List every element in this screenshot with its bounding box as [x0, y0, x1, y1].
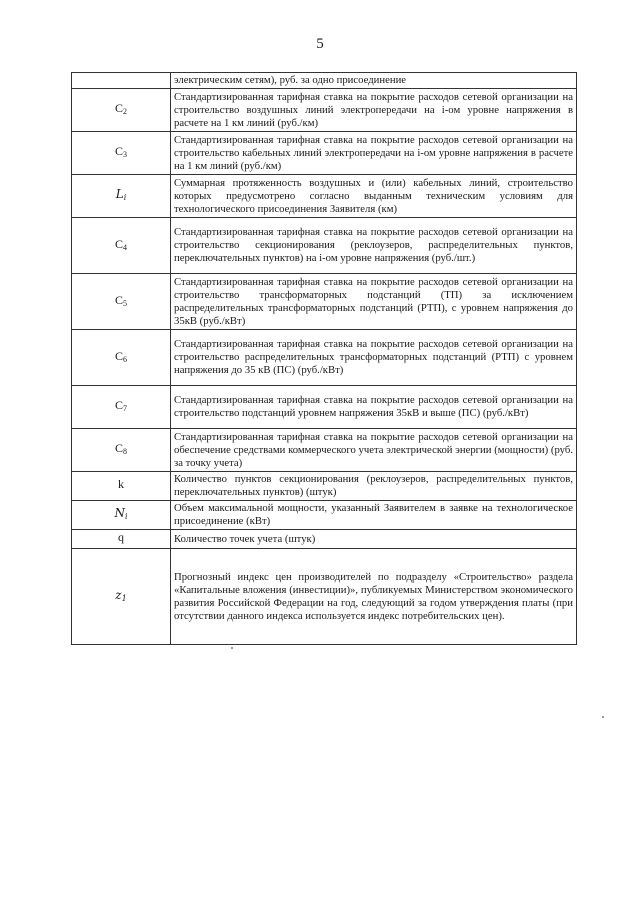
- description-cell: Объем максимальной мощности, указанный Заявителем в заявке на технологическое присоединение (кВт): [171, 501, 577, 530]
- symbol-subscript: 8: [123, 447, 127, 456]
- symbol-cell: [72, 132, 171, 175]
- table-row: [72, 175, 577, 218]
- description-cell: Суммарная протяженность воздушных и (или) кабельных линий, строительство которых предусмотрено согласно выданным техническим условиям для технологического присоединения Заявителя (км): [171, 175, 577, 218]
- description-cell: Стандартизированная тарифная ставка на покрытие расходов сетевой организации на строительство подстанций уровнем напряжения 35кВ и выше (ПС) (руб./кВт): [171, 386, 577, 429]
- symbol: k: [118, 477, 124, 491]
- description-cell: Стандартизированная тарифная ставка на покрытие расходов сетевой организации на строительство секционирования (реклоузеров, распределительных пунктов, переключательных пунктов) на i-ом уровне напряжения (руб./шт.): [171, 218, 577, 274]
- symbol: C: [114, 144, 123, 158]
- symbol-cell: [72, 472, 171, 501]
- description-cell: Стандартизированная тарифная ставка на покрытие расходов сетевой организации на строительство кабельных линий электропередачи на i-ом уровне напряжения в расчете на 1 км линий (руб./км): [171, 132, 577, 175]
- symbol-subscript: 2: [123, 107, 127, 116]
- scan-speck: [231, 647, 233, 649]
- symbol: C: [114, 101, 123, 115]
- table-row: [72, 530, 577, 549]
- symbol: q: [118, 530, 124, 544]
- symbol-cell: [72, 429, 171, 472]
- table-row: [72, 73, 577, 89]
- symbol-cell: [72, 89, 171, 132]
- description-cell: Стандартизированная тарифная ставка на покрытие расходов сетевой организации на обеспечение средствами коммерческого учета электрической энергии (мощности) (руб. за точку учета): [171, 429, 577, 472]
- symbol: C: [114, 236, 123, 251]
- description-cell: Стандартизированная тарифная ставка на покрытие расходов сетевой организации на строительство трансформаторных подстанций (ТП) за исключением распределительных трансформаторных подстанций (РТП), с уровнем напряжения до 35кВ (руб./кВт): [171, 274, 577, 330]
- description-cell: Прогнозный индекс цен производителей по подразделу «Строительство» раздела «Капитальные вложения (инвестиции)», публикуемых Министерством экономического развития Российской Федерации на год, следующий за годом утверждения платы (при отсутствии данного индекса используется индекс потребительских цен).: [171, 549, 577, 645]
- definitions-table-body: [72, 73, 577, 645]
- symbol-subscript: 3: [123, 150, 127, 159]
- scan-speck: [602, 716, 604, 718]
- symbol-subscript: i: [124, 512, 128, 521]
- symbol-cell: [72, 501, 171, 530]
- symbol-subscript: i: [123, 193, 127, 202]
- symbol-subscript: 4: [123, 242, 127, 252]
- symbol-cell: [72, 330, 171, 386]
- symbol-subscript: 7: [123, 404, 127, 413]
- symbol: N: [114, 506, 125, 520]
- symbol-subscript: 5: [123, 298, 127, 308]
- symbol-cell: [72, 218, 171, 274]
- symbol: C: [114, 348, 123, 363]
- symbol-cell: [72, 530, 171, 549]
- definitions-table: [71, 72, 577, 645]
- table-row: [72, 429, 577, 472]
- table-row: [72, 472, 577, 501]
- description-cell: Количество точек учета (штук): [171, 530, 577, 549]
- symbol-subscript: 6: [123, 354, 127, 364]
- description-cell: Количество пунктов секционирования (реклоузеров, распределительных пунктов, переключательных пунктов) (штук): [171, 472, 577, 501]
- symbol: L: [115, 187, 124, 201]
- symbol-cell: [72, 175, 171, 218]
- symbol: C: [114, 441, 123, 455]
- symbol: C: [114, 292, 123, 307]
- description-cell: Стандартизированная тарифная ставка на покрытие расходов сетевой организации на строительство распределительных трансформаторных подстанций (РТП) с уровнем напряжения до 35 кВ (ПС) (руб./кВт): [171, 330, 577, 386]
- symbol: C: [114, 398, 123, 412]
- symbol-cell: [72, 73, 171, 89]
- symbol: z: [115, 587, 122, 602]
- table-row: [72, 330, 577, 386]
- page-number: 5: [316, 36, 324, 52]
- symbol-subscript: 1: [121, 593, 127, 603]
- table-row: [72, 386, 577, 429]
- symbol-cell: [72, 549, 171, 645]
- table-row: [72, 218, 577, 274]
- symbol-cell: [72, 274, 171, 330]
- description-cell: Стандартизированная тарифная ставка на покрытие расходов сетевой организации на строительство воздушных линий электропередачи на i-ом уровне напряжения в расчете на 1 км линий (руб./км): [171, 89, 577, 132]
- table-row: [72, 501, 577, 530]
- symbol-cell: [72, 386, 171, 429]
- table-row: [72, 132, 577, 175]
- table-row: [72, 89, 577, 132]
- table-row: [72, 274, 577, 330]
- table-row: [72, 549, 577, 645]
- description-cell: электрическим сетям), руб. за одно присоединение: [171, 73, 577, 89]
